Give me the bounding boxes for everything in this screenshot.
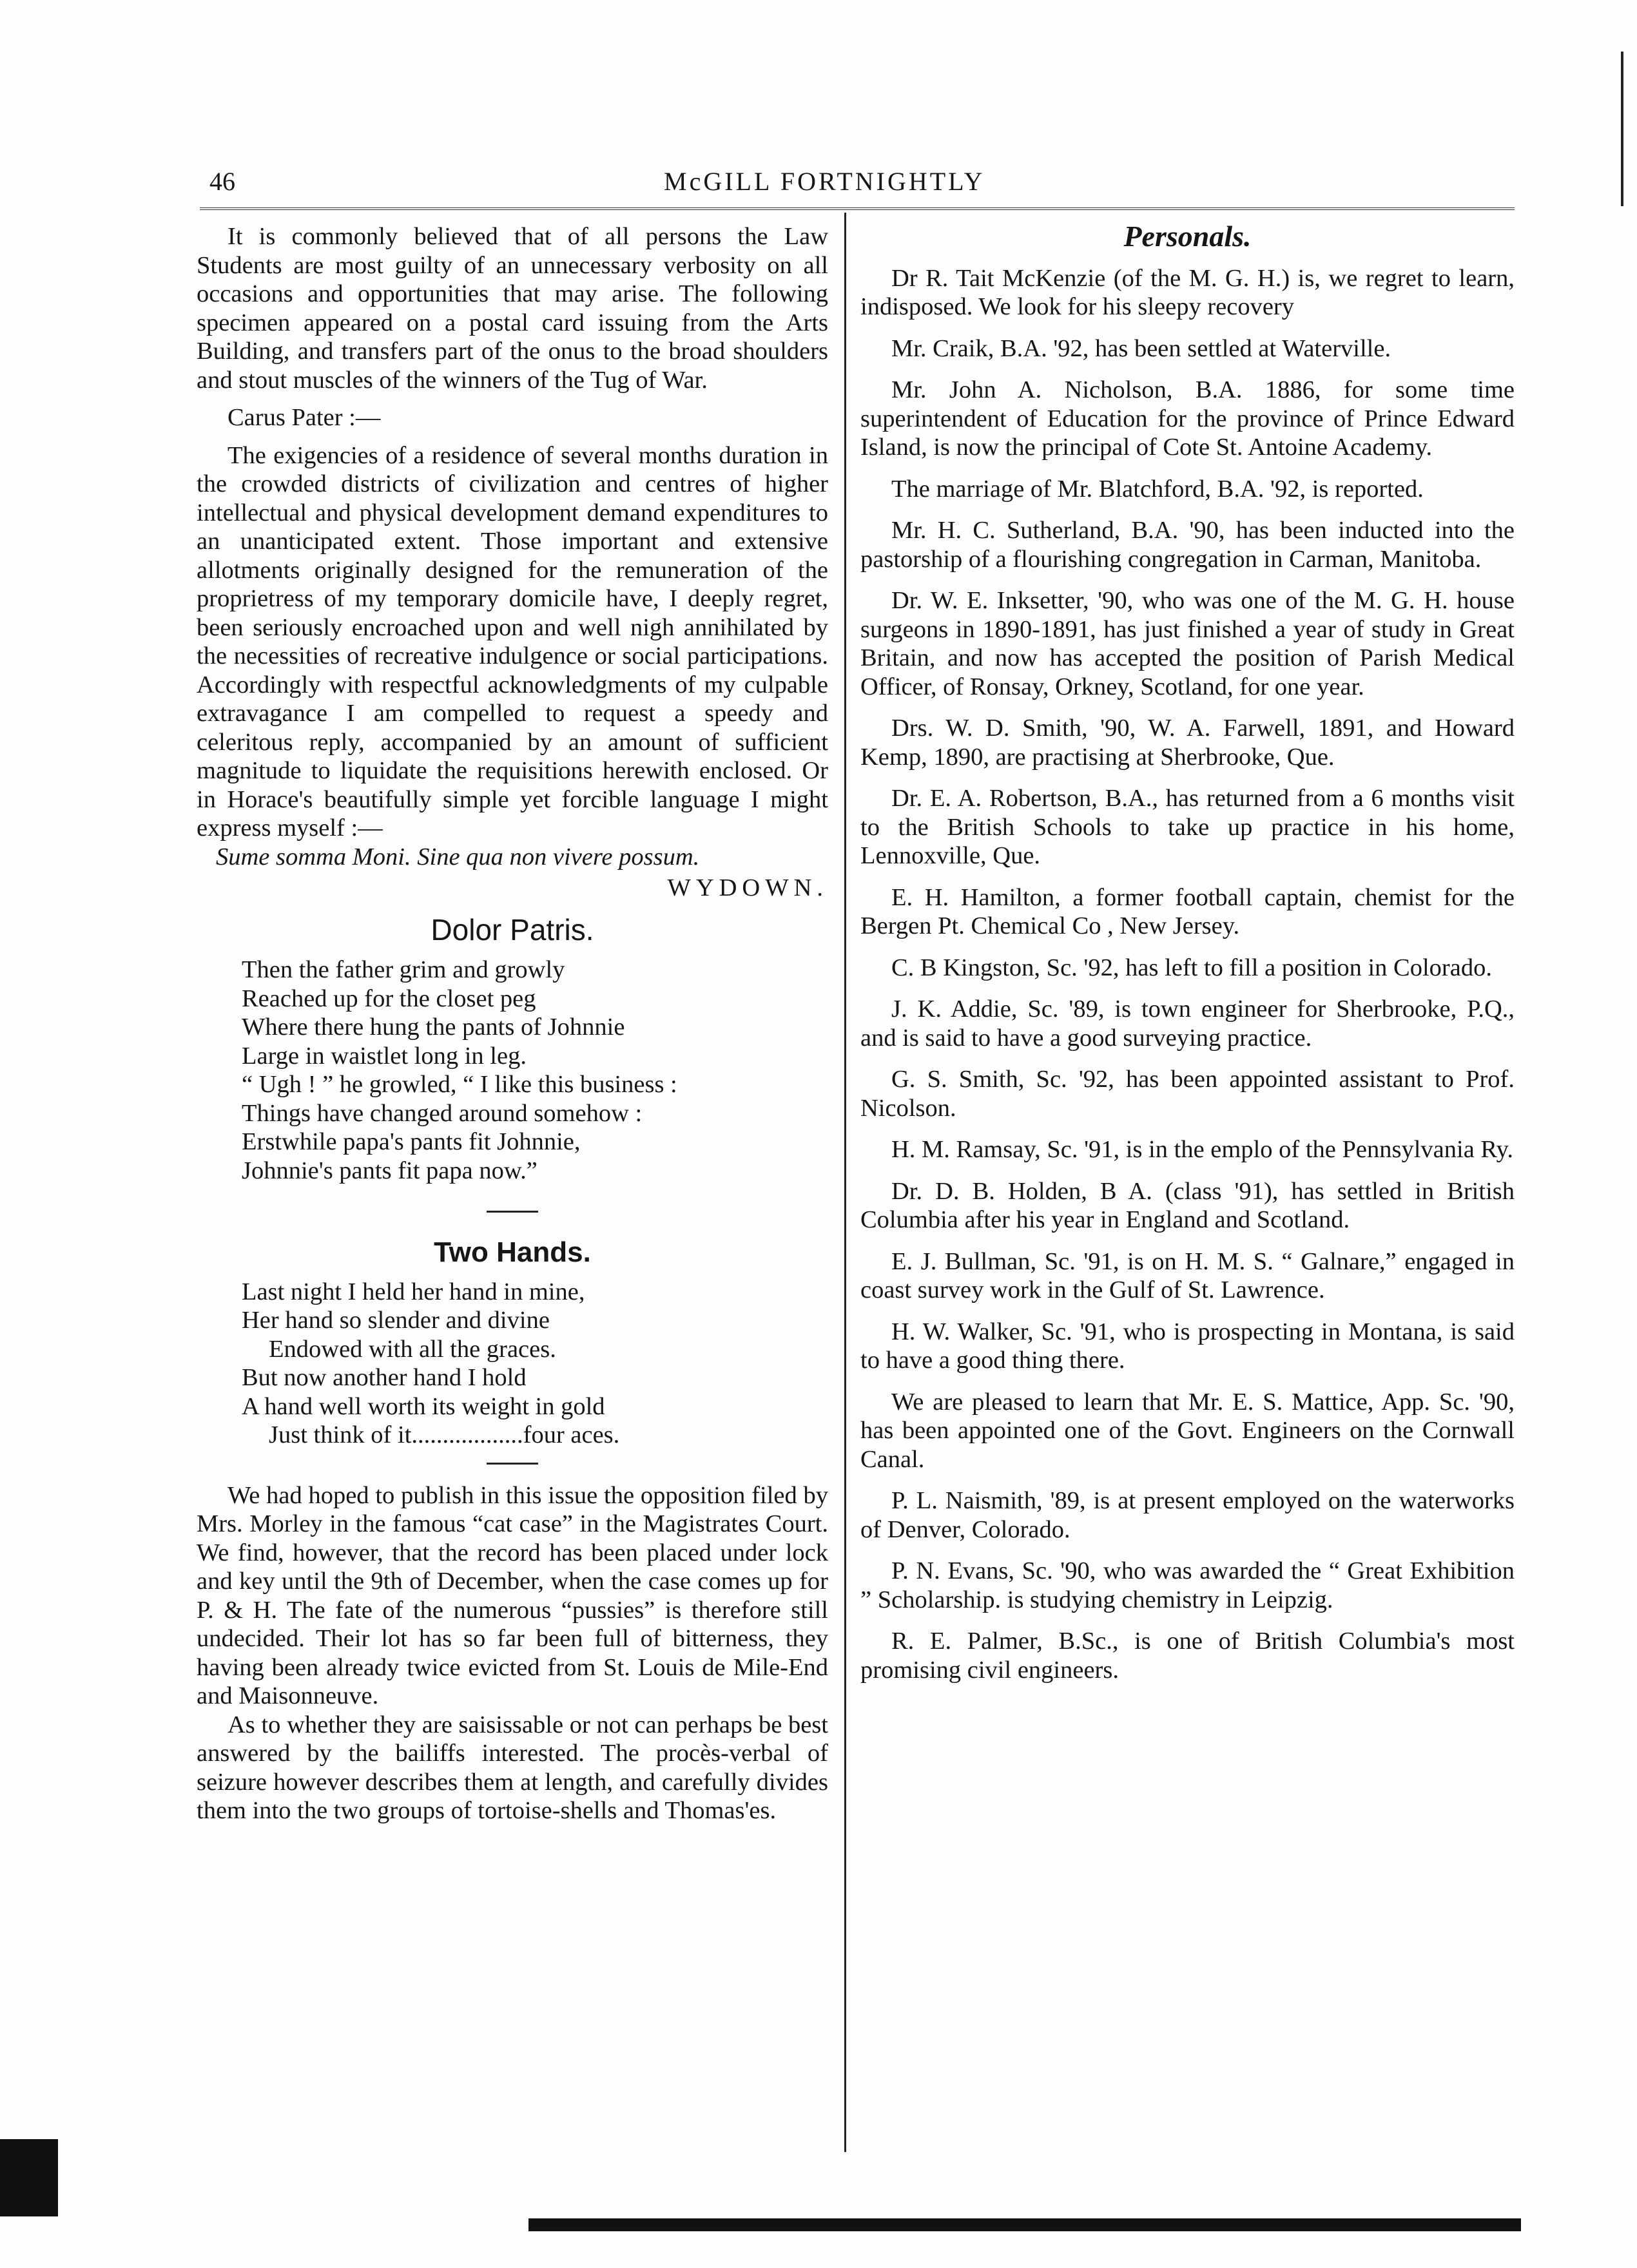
personal-item: C. B Kingston, Sc. '92, has left to fill a position in Colorado. — [891, 954, 1492, 981]
signature: WYDOWN. — [667, 874, 828, 901]
personal-item: P. L. Naismith, '89, is at present employed on the waterworks of Denver, Colorado. — [860, 1487, 1515, 1543]
column-divider — [844, 213, 846, 2152]
latin-quote: Sume somma Moni. Sine qua non vivere possum. — [216, 843, 700, 870]
page-number: 46 — [209, 167, 235, 196]
personal-item: Dr. D. B. Holden, B A. (class '91), has settled in British Columbia after his year in England and Scotland. — [860, 1177, 1515, 1233]
scan-bottom-bar — [528, 2218, 1521, 2231]
personal-item: Mr. John A. Nicholson, B.A. 1886, for some time superintendent of Education for the province of Prince Edward Island, is now the principal of Cote St. Antoine Academy. — [860, 376, 1515, 461]
poem-line: Just think of it..................four aces. — [269, 1421, 620, 1448]
poem-line: Where there hung the pants of Johnnie — [242, 1014, 625, 1041]
personal-item: Dr. E. A. Robertson, B.A., has returned from a 6 months visit to the British Schools to take up practice in his home, Lennoxville, Que. — [860, 785, 1515, 869]
personals-heading: Personals. — [1123, 220, 1252, 253]
personal-item: P. N. Evans, Sc. '90, who was awarded the “ Great Exhibition ” Scholarship. is studying chemistry in Leipzig. — [860, 1557, 1515, 1613]
personal-item: Dr. W. E. Inksetter, '90, who was one of the M. G. H. house surgeons in 1890-1891, has just finished a year of study in Great Britain, and now has accepted the position of Parish Medical Officer, of Ronsay, Orkney, Scotland, for one year. — [860, 587, 1515, 700]
section-rule — [487, 1211, 538, 1213]
personal-item: R. E. Palmer, B.Sc., is one of British Columbia's most promising civil engineers. — [860, 1628, 1515, 1684]
poem-dolor-patris — [197, 956, 828, 1185]
poem-line: Her hand so slender and divine — [242, 1307, 550, 1334]
right-column — [860, 222, 1515, 1684]
cat-case-paragraph-2: As to whether they are saisissable or not can perhaps be best answered by the bailiffs interested. The procès-verbal of seizure however describes them at length, and carefully divides them into the two groups of tortoise-shells and Thomas'es. — [197, 1711, 828, 1824]
poem-line: A hand well worth its weight in gold — [242, 1392, 605, 1420]
section-rule — [487, 1463, 538, 1465]
running-title: McGILL FORTNIGHTLY — [664, 167, 985, 196]
poem-line: Last night I held her hand in mine, — [242, 1278, 585, 1305]
personal-item: We are pleased to learn that Mr. E. S. Mattice, App. Sc. '90, has been appointed one of the Govt. Engineers on the Cornwall Canal. — [860, 1388, 1515, 1473]
poem-line: Reached up for the closet peg — [242, 985, 536, 1012]
intro-paragraph: It is commonly believed that of all persons the Law Students are most guilty of an unnecessary verbosity on all occasions and opportunities that may arise. The following specimen appeared on a postal card issuing from the Arts Building, and transfers part of the onus to the broad shoulders and stout muscles of the winners of the Tug of War. — [197, 223, 828, 394]
personal-item: Dr R. Tait McKenzie (of the M. G. H.) is, we regret to learn, indisposed. We look for his sleepy recovery — [860, 264, 1515, 320]
poem-line: Johnnie's pants fit papa now.” — [242, 1157, 538, 1184]
header-rule — [200, 207, 1515, 210]
cat-case-paragraph: We had hoped to publish in this issue the opposition filed by Mrs. Morley in the famous “cat case” in the Magistrates Court. We find, however, that the record has been placed under lock and key until the 9th of December, when the case comes up for P. & H. The fate of the numerous “pussies” is therefore still undecided. Their lot has so far been full of bitterness, they having been already twice evicted from St. Louis de Mile-End and Maisonneuve. — [197, 1481, 828, 1709]
poem-line: Erstwhile papa's pants fit Johnnie, — [242, 1128, 581, 1155]
poem-two-hands — [197, 1278, 828, 1450]
letter-body: The exigencies of a residence of several months duration in the crowded districts of civilization and centres of higher intellectual and physical development demand expenditures to an unanticipated extent. Those important and extensive allotments originally designed for the remuneration of the proprietress of my temporary domicile have, I deeply regret, been seriously encroached upon and well nigh annihilated by the necessities of recreative indulgence or social participations. Accordingly with respectful acknowledgments of my culpable extravagance I am compelled to request a speedy and celeritous reply, accompanied by an amount of sufficient magnitude to liquidate the requisitions herewith enclosed. Or in Horace's beautifully simple yet forcible language I might express myself :— — [197, 441, 828, 841]
personal-item: G. S. Smith, Sc. '92, has been appointed assistant to Prof. Nicolson. — [860, 1066, 1515, 1122]
personal-item: Mr. Craik, B.A. '92, has been settled at Waterville. — [891, 334, 1391, 362]
personal-item: E. H. Hamilton, a former football captain, chemist for the Bergen Pt. Chemical Co , New Jersey. — [860, 883, 1515, 939]
personal-item: H. W. Walker, Sc. '91, who is prospecting in Montana, is said to have a good thing there. — [860, 1318, 1515, 1374]
scan-ink-block — [0, 2139, 58, 2216]
personal-item: Drs. W. D. Smith, '90, W. A. Farwell, 1891, and Howard Kemp, 1890, are practising at Sherbrooke, Que. — [860, 715, 1515, 771]
personals-list — [860, 264, 1515, 1685]
personal-item: J. K. Addie, Sc. '89, is town engineer for Sherbrooke, P.Q., and is said to have a good surveying practice. — [860, 995, 1515, 1052]
edge-mark — [1621, 52, 1623, 206]
poem-line: Endowed with all the graces. — [269, 1335, 556, 1363]
personal-item: The marriage of Mr. Blatchford, B.A. '92, is reported. — [891, 475, 1424, 503]
personal-item: H. M. Ramsay, Sc. '91, is in the emplo of the Pennsylvania Ry. — [891, 1136, 1513, 1163]
poem-title-two-hands: Two Hands. — [434, 1236, 591, 1268]
poem-line: Large in waistlet long in leg. — [242, 1042, 527, 1070]
poem-line: But now another hand I hold — [242, 1364, 527, 1391]
letter-salutation: Carus Pater :— — [228, 404, 381, 431]
poem-line: Then the father grim and growly — [242, 956, 565, 983]
personal-item: Mr. H. C. Sutherland, B.A. '90, has been inducted into the pastorship of a flourishing congregation in Carman, Manitoba. — [860, 517, 1515, 573]
poem-line: “ Ugh ! ” he growled, “ I like this business : — [242, 1071, 677, 1098]
poem-line: Things have changed around somehow : — [242, 1099, 643, 1127]
poem-title-dolor-patris: Dolor Patris. — [431, 912, 594, 947]
personal-item: E. J. Bullman, Sc. '91, is on H. M. S. “ Galnare,” engaged in coast survey work in the Gulf of St. Lawrence. — [860, 1247, 1515, 1303]
left-column — [197, 222, 828, 1825]
